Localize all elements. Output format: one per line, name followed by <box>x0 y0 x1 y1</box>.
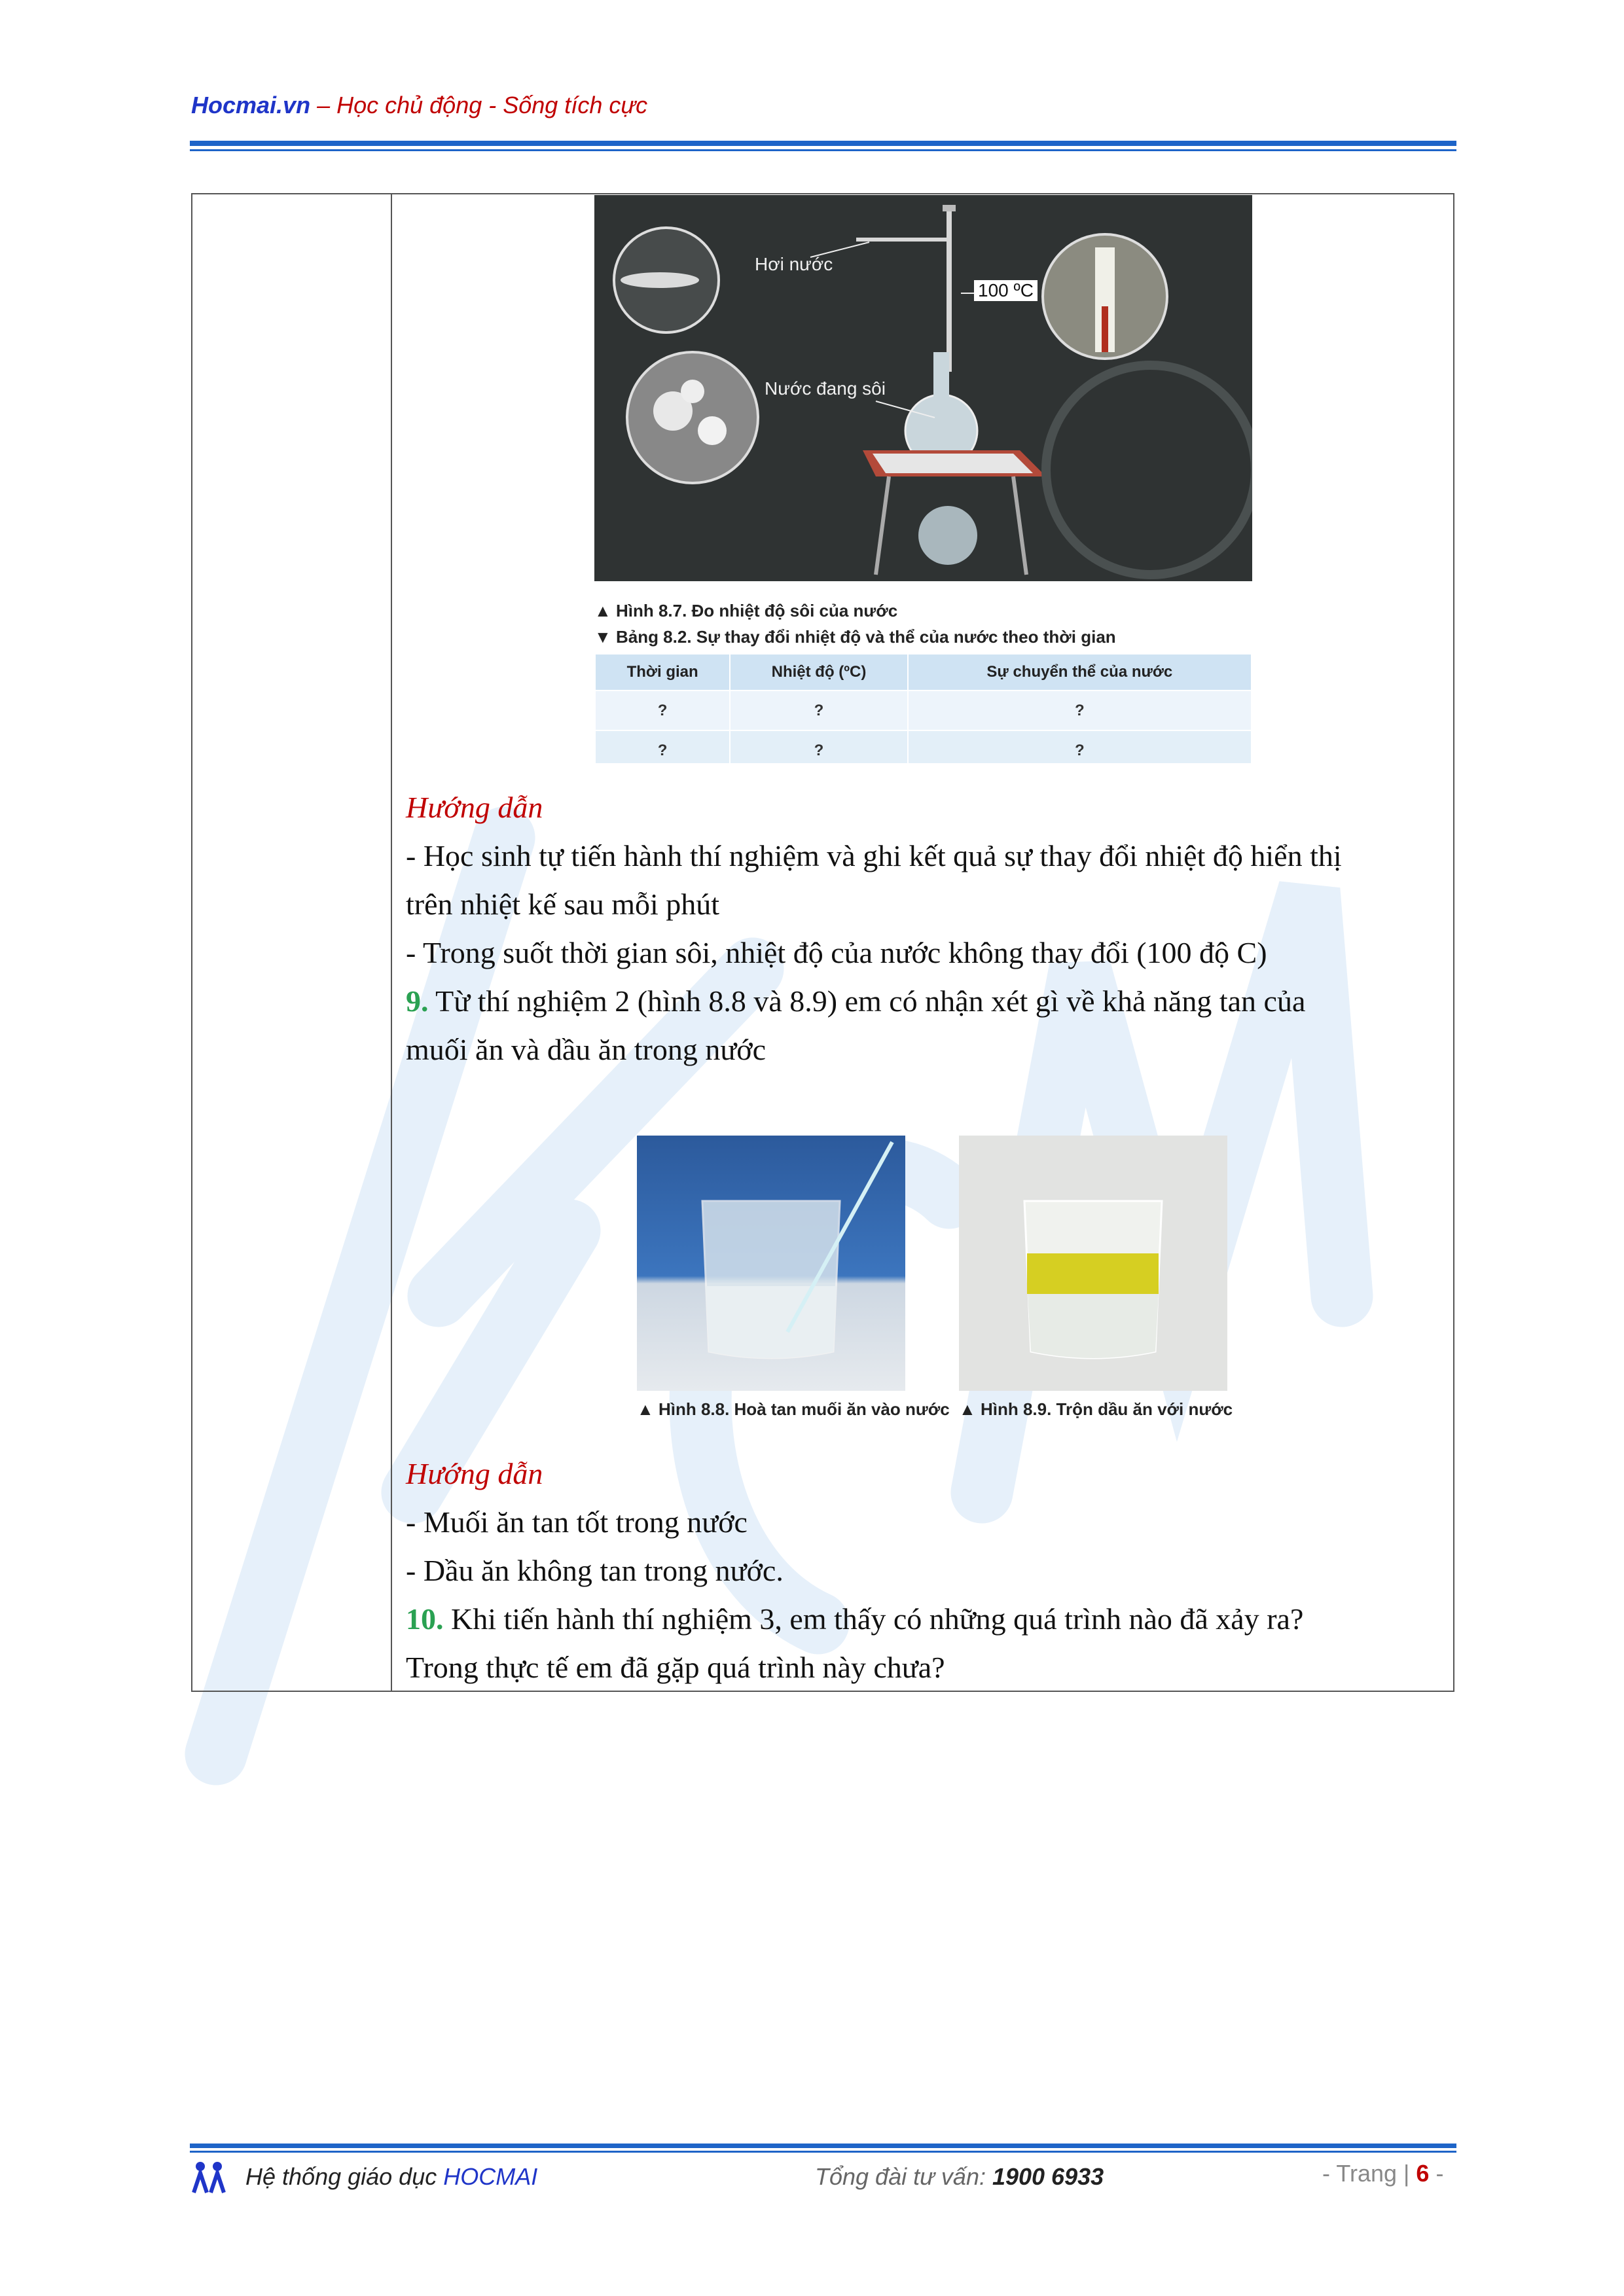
table-header-time: Thời gian <box>595 654 730 691</box>
table-cell: ? <box>730 691 907 730</box>
table-cell: ? <box>595 730 730 763</box>
guide2-line-1: - Muối ăn tan tốt trong nước <box>406 1505 748 1539</box>
question-10-text: Khi tiến hành thí nghiệm 3, em thấy có những quá trình nào đã xảy ra? <box>443 1602 1304 1636</box>
guide1-line-2: trên nhiệt kế sau mỗi phút <box>406 888 720 921</box>
guide1-line-1: - Học sinh tự tiến hành thí nghiệm và ghi kết quả sự thay đổi nhiệt độ hiển thị <box>406 839 1342 872</box>
table-caption-8-2: ▼ Bảng 8.2. Sự thay đổi nhiệt độ và thể của nước theo thời gian <box>594 627 1116 647</box>
header-brand <box>191 92 647 119</box>
guide1-line-3: - Trong suốt thời gian sôi, nhiệt độ của nước không thay đổi (100 độ C) <box>406 936 1267 969</box>
question-9-line-2: muối ăn và dầu ăn trong nước <box>406 1033 767 1066</box>
table-cell: ? <box>730 730 907 763</box>
table-header-state-change: Sự chuyển thể của nước <box>908 654 1252 691</box>
footer-hotline-label: Tổng đài tư vấn: <box>815 2163 992 2190</box>
page-suffix: - <box>1429 2160 1444 2187</box>
header-rule-thin <box>190 149 1456 151</box>
table-cell: ? <box>908 691 1252 730</box>
figure-caption-8-8: ▲ Hình 8.8. Hoà tan muối ăn vào nước <box>637 1399 950 1419</box>
content-table <box>191 193 1454 1692</box>
footer-rule <box>190 2144 1456 2148</box>
table-cell: ? <box>908 730 1252 763</box>
table-header-temperature: Nhiệt độ (ºC) <box>730 654 907 691</box>
table-cell: ? <box>595 691 730 730</box>
page-number-value: 6 <box>1416 2160 1430 2187</box>
brand-name: Hocmai.vn <box>191 92 311 118</box>
footer-brand: HOCMAI <box>443 2163 538 2190</box>
figure-caption-8-7: ▲ Hình 8.7. Đo nhiệt độ sôi của nước <box>594 601 898 620</box>
question-9-number: 9. <box>406 984 429 1018</box>
footer-hotline-number: 1900 6933 <box>992 2163 1104 2190</box>
footer-system <box>245 2163 537 2191</box>
footer-rule-thin <box>190 2151 1456 2153</box>
label-temperature: 100 ºC <box>974 280 1038 301</box>
column-divider <box>391 194 392 1691</box>
question-10-line-2: Trong thực tế em đã gặp quá trình này chưa? <box>406 1651 945 1684</box>
question-9-text: Từ thí nghiệm 2 (hình 8.8 và 8.9) em có nhận xét gì về khả năng tan của <box>428 984 1306 1018</box>
footer-system-label: Hệ thống giáo dục <box>245 2163 444 2190</box>
label-steam: Hơi nước <box>755 254 833 274</box>
page-prefix: - Trang | <box>1322 2160 1416 2187</box>
guide2-line-2: - Dầu ăn không tan trong nước. <box>406 1554 784 1587</box>
label-boiling-water: Nước đang sôi <box>765 378 886 399</box>
header-rule <box>190 141 1456 146</box>
question-10-number: 10. <box>406 1602 444 1636</box>
figure-caption-8-9: ▲ Hình 8.9. Trộn dầu ăn với nước <box>959 1399 1233 1419</box>
page-number <box>1322 2160 1443 2187</box>
tagline: – Học chủ động - Sống tích cực <box>310 92 648 118</box>
guide-title-1: Hướng dẫn <box>406 791 543 824</box>
footer-hotline <box>815 2163 1104 2191</box>
guide-title-2: Hướng dẫn <box>406 1457 543 1490</box>
hocmai-logo-icon <box>191 2159 228 2195</box>
